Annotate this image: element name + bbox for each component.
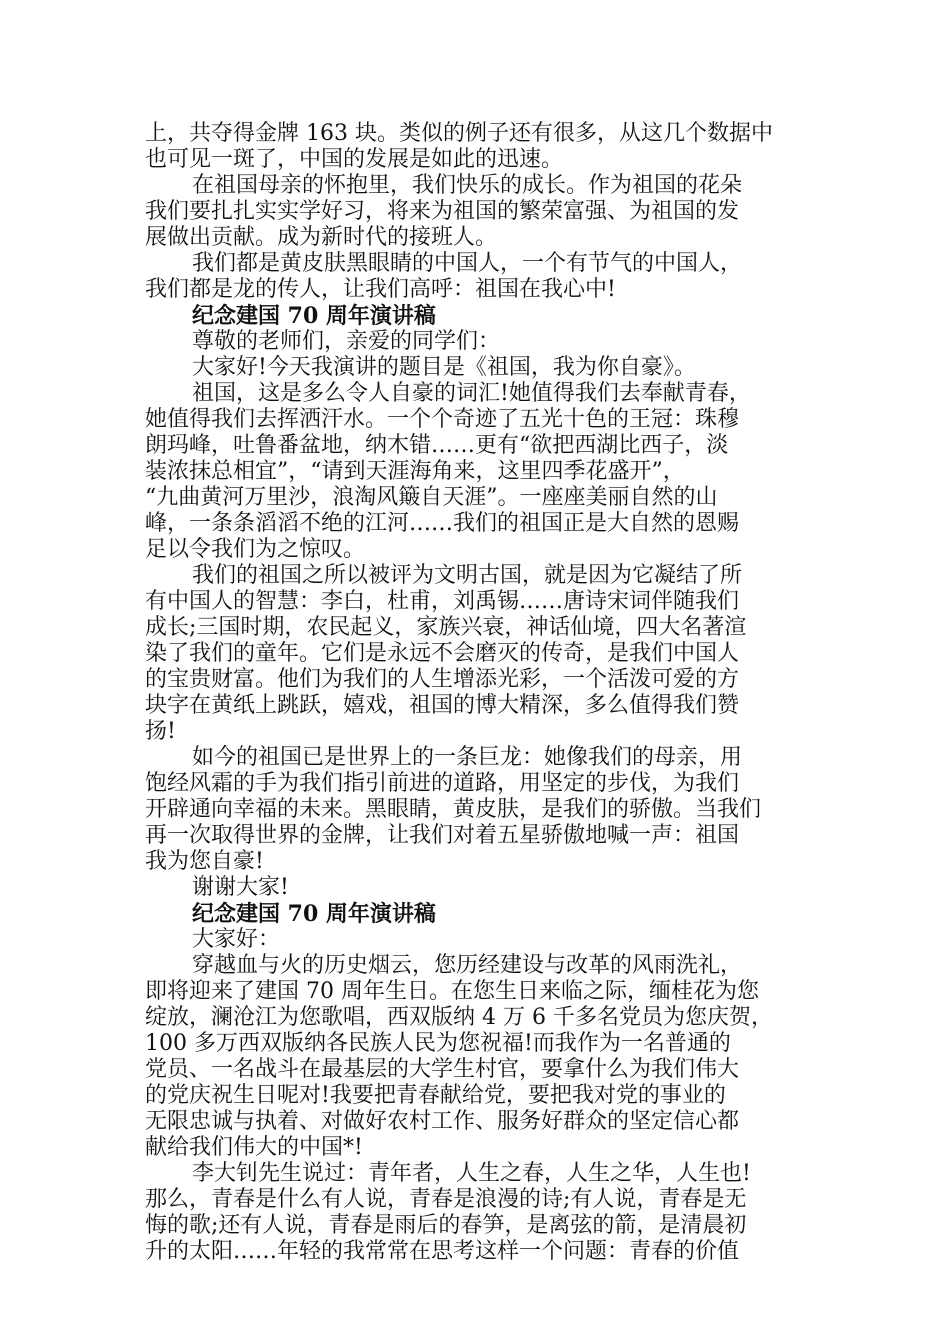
text-line: 我们都是龙的传人，让我们高呼：祖国在我心中! xyxy=(145,277,616,302)
text-line: 的党庆祝生日呢对!我要把青春献给党，要把我对党的事业的 xyxy=(145,1083,726,1108)
text-line: 我们要扎扎实实学好习，将来为祖国的繁荣富强、为祖国的发 xyxy=(145,199,740,224)
text-line: 穿越血与火的历史烟云，您历经建设与改革的风雨洗礼， xyxy=(192,953,743,978)
text-line: 如今的祖国已是世界上的一条巨龙：她像我们的母亲，用 xyxy=(192,745,743,770)
text-line: 100 多万西双版纳各民族人民为您祝福!而我作为一名普通的 xyxy=(145,1031,731,1056)
text-line: 开辟通向幸福的未来。黑眼睛，黄皮肤，是我们的骄傲。当我们 xyxy=(145,797,762,822)
text-line: 我为您自豪! xyxy=(145,849,264,874)
text-line: 无限忠诚与执着、对做好农村工作、服务好群众的坚定信心都 xyxy=(145,1109,740,1134)
text-line: 那么，青春是什么有人说，青春是浪漫的诗;有人说，青春是无 xyxy=(145,1187,747,1212)
text-line: 展做出贡献。成为新时代的接班人。 xyxy=(145,225,498,250)
text-line: 我们的祖国之所以被评为文明古国，就是因为它凝结了所 xyxy=(192,563,743,588)
text-line: “九曲黄河万里沙，浪淘风簸自天涯”。一座座美丽自然的山 xyxy=(145,485,718,510)
text-line: 上，共夺得金牌 163 块。类似的例子还有很多，从这几个数据中 xyxy=(145,121,773,146)
text-line: 有中国人的智慧：李白，杜甫，刘禹锡……唐诗宋词伴随我们 xyxy=(145,589,740,614)
text-line: 峰，一条条滔滔不绝的江河……我们的祖国正是大自然的恩赐 xyxy=(145,511,740,536)
text-line: 谢谢大家! xyxy=(192,875,289,900)
text-line: 升的太阳……年轻的我常常在思考这样一个问题：青春的价值 xyxy=(145,1239,740,1264)
text-line: 也可见一斑了，中国的发展是如此的迅速。 xyxy=(145,147,564,172)
text-line: 绽放，澜沧江为您歌唱，西双版纳 4 万 6 千多名党员为您庆贺， xyxy=(145,1005,773,1030)
section-heading: 纪念建国 70 周年演讲稿 xyxy=(192,303,436,329)
text-line: 成长;三国时期，农民起义，家族兴衰，神话仙境，四大名著渲 xyxy=(145,615,747,640)
text-line: 悔的歌;还有人说，青春是雨后的春笋，是离弦的箭，是清晨初 xyxy=(145,1213,747,1238)
text-line: 装浓抹总相宜”，“请到天涯海角来，这里四季花盛开”， xyxy=(145,459,685,484)
text-line: 再一次取得世界的金牌，让我们对着五星骄傲地喊一声：祖国 xyxy=(145,823,740,848)
text-line: 李大钊先生说过：青年者，人生之春，人生之华，人生也! xyxy=(192,1161,751,1186)
text-line: 党员、一名战斗在最基层的大学生村官，要拿什么为我们伟大 xyxy=(145,1057,740,1082)
text-line: 扬! xyxy=(145,719,176,744)
text-line: 尊敬的老师们，亲爱的同学们： xyxy=(192,329,501,354)
text-line: 足以令我们为之惊叹。 xyxy=(145,537,366,562)
document-page xyxy=(145,121,785,1265)
text-line: 献给我们伟大的中国*! xyxy=(145,1135,363,1160)
text-line: 块字在黄纸上跳跃，嬉戏，祖国的博大精深，多么值得我们赞 xyxy=(145,693,740,718)
text-line: 朗玛峰，吐鲁番盆地，纳木错……更有“欲把西湖比西子，淡 xyxy=(145,433,729,458)
text-line: 染了我们的童年。它们是永远不会磨灭的传奇，是我们中国人 xyxy=(145,641,740,666)
text-line: 祖国，这是多么令人自豪的词汇!她值得我们去奉献青春， xyxy=(192,381,751,406)
text-line: 即将迎来了建国 70 周年生日。在您生日来临之际，缅桂花为您 xyxy=(145,979,759,1004)
text-line: 大家好： xyxy=(192,927,281,952)
text-line: 在祖国母亲的怀抱里，我们快乐的成长。作为祖国的花朵 xyxy=(192,173,743,198)
text-line: 的宝贵财富。他们为我们的人生增添光彩，一个活泼可爱的方 xyxy=(145,667,740,692)
text-line: 饱经风霜的手为我们指引前进的道路，用坚定的步伐，为我们 xyxy=(145,771,740,796)
section-heading: 纪念建国 70 周年演讲稿 xyxy=(192,901,436,927)
text-line: 大家好!今天我演讲的题目是《祖国，我为你自豪》。 xyxy=(192,355,696,380)
text-line: 她值得我们去挥洒汗水。一个个奇迹了五光十色的王冠：珠穆 xyxy=(145,407,740,432)
text-line: 我们都是黄皮肤黑眼睛的中国人，一个有节气的中国人， xyxy=(192,251,743,276)
